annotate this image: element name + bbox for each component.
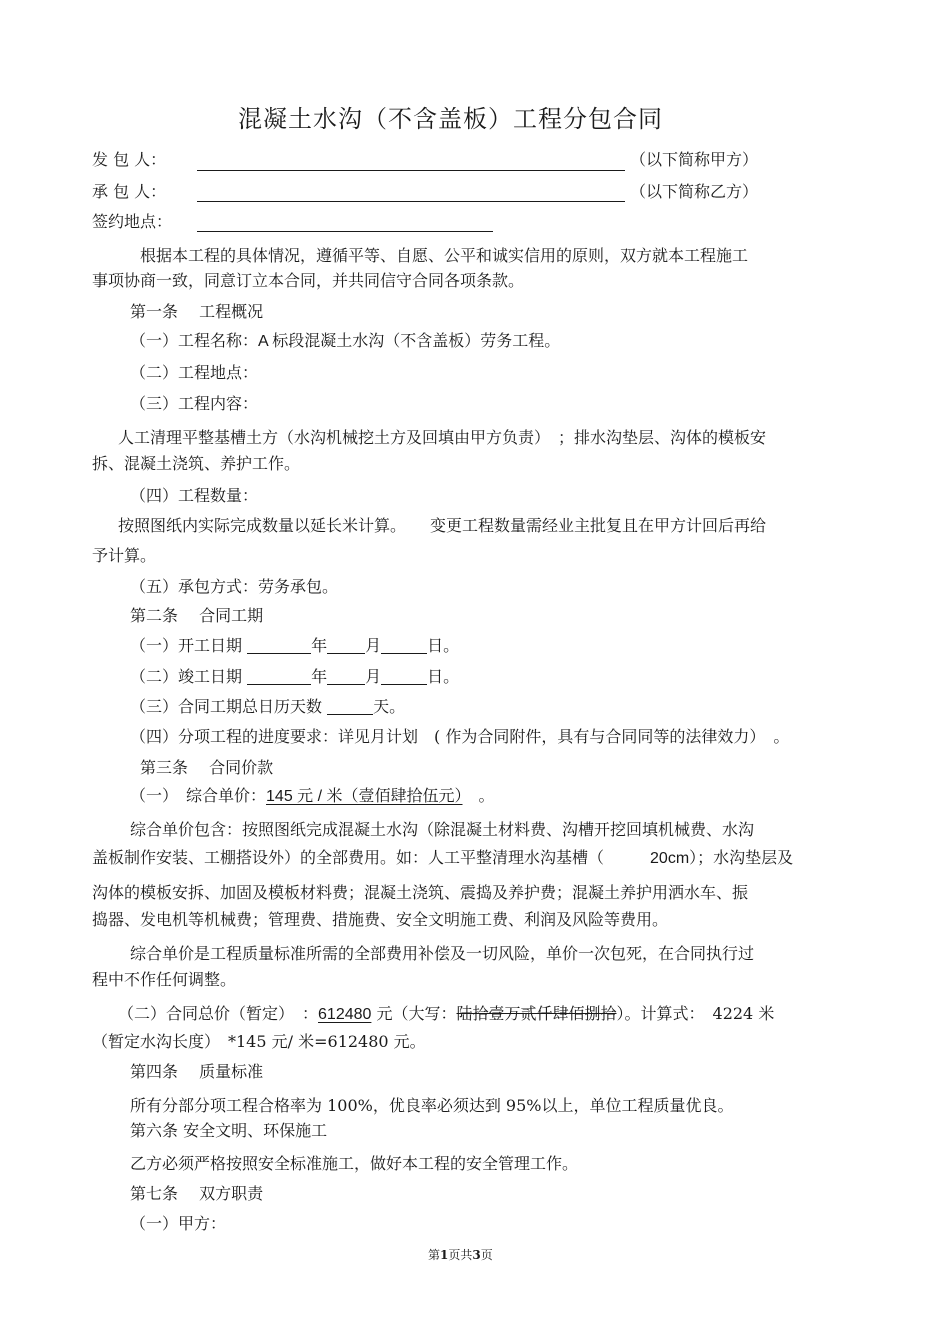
start-year-blank [247, 637, 311, 654]
unit-price-includes-2: 盖板制作安装、工棚搭设外）的全部费用。如：人工平整清理水沟基槽（ 20cm）；水沟垫层及 [92, 848, 794, 867]
project-quantity-label: （四）工程数量： [130, 486, 259, 505]
total-price-line-1: （二）合同总价（暂定） ：612480 元（大写：陆拾壹万贰仟肆佰捌拾）。计算式： 4224 米 [118, 1004, 775, 1023]
intro-line-2: 事项协商一致，同意订立本合同，并共同信守合同各项条款。 [92, 271, 525, 290]
start-date-line: （一）开工日期 年 月 日。 [130, 636, 460, 655]
project-content-line-1: 人工清理平整基槽土方（水沟机械挖土方及回填由甲方负责） ；排水沟垫层、沟体的模板安 [118, 428, 767, 447]
signing-place-blank [197, 231, 493, 232]
total-days-line: （三）合同工期总日历天数 天。 [130, 697, 406, 716]
party-b-blank [197, 201, 625, 202]
unit-price-includes-3: 沟体的模板安拆、加固及模板材料费；混凝土浇筑、震捣及养护费；混凝土养护用洒水车、振 [92, 883, 749, 902]
page-footer: 第1页共3页 [428, 1248, 493, 1262]
page-title: 混凝土水沟（不含盖板）工程分包合同 [238, 105, 663, 133]
unit-price-risk-1: 综合单价是工程质量标准所需的全部费用补偿及一切风险，单价一次包死，在合同执行过 [130, 944, 755, 963]
unit-price-risk-2: 程中不作任何调整。 [92, 970, 237, 989]
party-b-note: （以下简称乙方） [630, 182, 759, 201]
party-a-duties-label: （一）甲方： [130, 1214, 227, 1233]
article-6-heading: 第六条 安全文明、环保施工 [130, 1121, 328, 1140]
project-content-line-2: 拆、混凝土浇筑、养护工作。 [92, 454, 301, 473]
start-month-blank [327, 637, 365, 654]
total-price-words: 陆拾壹万贰仟肆佰捌拾 [456, 1004, 617, 1023]
article-3-heading: 第三条 合同价款 [140, 758, 274, 777]
project-quantity-line-2: 予计算。 [92, 546, 157, 565]
project-location-label: （二）工程地点： [130, 363, 259, 382]
unit-price-value: 145 元 / 米（壹佰肆拾伍元） [266, 788, 463, 805]
unit-price-includes-1: 综合单价包含：按照图纸完成混凝土水沟（除混凝土材料费、沟槽开挖回填机械费、水沟 [130, 820, 755, 839]
unit-price-includes-4: 捣器、发电机等机械费；管理费、措施费、安全文明施工费、利润及风险等费用。 [92, 910, 669, 929]
party-b-label: 承 包 人： [92, 182, 167, 201]
article-4-heading: 第四条 质量标准 [130, 1062, 264, 1081]
total-price-amount: 612480 [318, 1006, 372, 1023]
signing-place-label: 签约地点： [92, 212, 173, 231]
project-name-label: （一）工程名称：A 标段混凝土水沟（不含盖板）劳务工程。 [130, 331, 561, 350]
total-price-line-2: （暂定水沟长度） *145 元/ 米=612480 元。 [92, 1032, 426, 1051]
party-a-blank [197, 170, 625, 171]
contract-method: （五）承包方式：劳务承包。 [130, 577, 339, 596]
end-year-blank [247, 668, 311, 685]
party-a-note: （以下简称甲方） [630, 150, 759, 169]
start-day-blank [381, 637, 427, 654]
end-day-blank [381, 668, 427, 685]
intro-line-1: 根据本工程的具体情况，遵循平等、自愿、公平和诚实信用的原则，双方就本工程施工 [140, 246, 749, 265]
unit-price-line: （一） 综合单价：145 元 / 米（壹佰肆拾伍元） 。 [130, 786, 495, 805]
end-month-blank [327, 668, 365, 685]
schedule-requirement: （四）分项工程的进度要求：详见月计划 ( 作为合同附件，具有与合同同等的法律效力） 。 [130, 727, 790, 746]
quality-standard-text: 所有分部分项工程合格率为 100%，优良率必须达到 95%以上，单位工程质量优良。 [130, 1096, 734, 1115]
project-quantity-line-1: 按照图纸内实际完成数量以延长米计算。 变更工程数量需经业主批复且在甲方计回后再给 [118, 516, 767, 535]
party-a-label: 发 包 人： [92, 150, 167, 169]
safety-text: 乙方必须严格按照安全标准施工，做好本工程的安全管理工作。 [130, 1154, 579, 1173]
project-content-label: （三）工程内容： [130, 394, 259, 413]
article-1-heading: 第一条 工程概况 [130, 302, 264, 321]
article-7-heading: 第七条 双方职责 [130, 1184, 264, 1203]
project-name-value: A 标段混凝土水沟（不含盖板）劳务工程。 [258, 333, 561, 350]
total-days-blank [327, 698, 373, 715]
end-date-line: （二）竣工日期 年 月 日。 [130, 667, 460, 686]
article-2-heading: 第二条 合同工期 [130, 606, 264, 625]
